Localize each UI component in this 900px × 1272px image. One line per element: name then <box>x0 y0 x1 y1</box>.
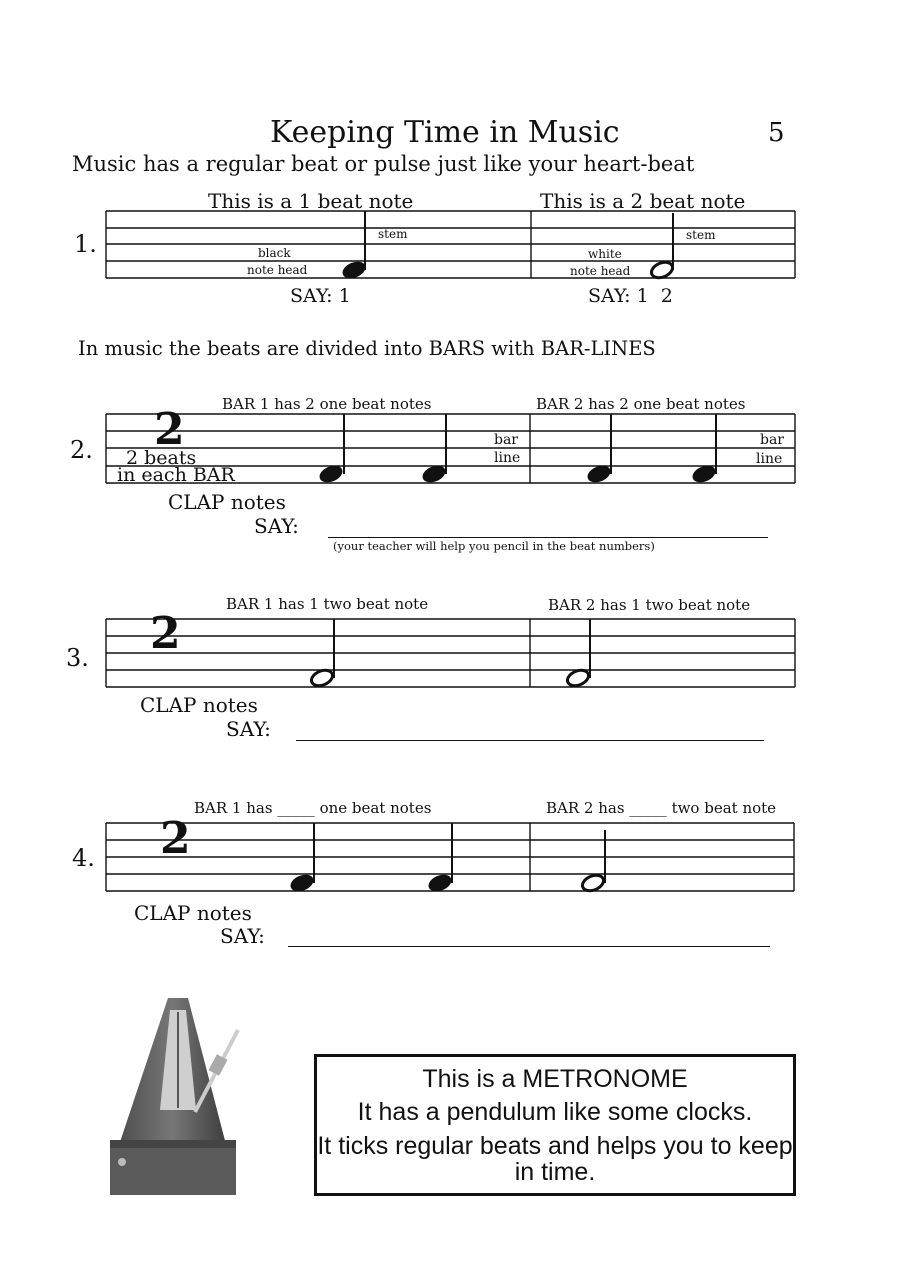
exercise-1-number: 1. <box>74 230 97 258</box>
page-title: Keeping Time in Music <box>270 115 620 150</box>
exercise-3-say: SAY: <box>226 717 271 741</box>
exercise-2-number: 2. <box>70 436 93 464</box>
exercise-1-left-caption: This is a 1 beat note <box>208 189 414 213</box>
exercise-2-bar2-caption: BAR 2 has 2 one beat notes <box>536 395 746 413</box>
exercise-3-bar2-caption: BAR 2 has 1 two beat note <box>548 596 751 614</box>
metronome-info-box <box>314 1054 796 1196</box>
stem-label-left: stem <box>378 227 408 241</box>
exercise-4-say: SAY: <box>220 924 265 948</box>
beats-label-line2: in each BAR <box>117 464 235 486</box>
exercise-3-clap: CLAP notes <box>140 693 258 717</box>
exercise-2-time-signature: 2 <box>154 404 185 455</box>
bar1-note-2 <box>426 823 454 894</box>
barline-label-line-2: line <box>756 451 783 467</box>
beats-label-line1: 2 beats <box>126 447 197 469</box>
exercise-4-clap: CLAP notes <box>134 901 252 925</box>
section-heading: In music the beats are divided into BARS with BAR-LINES <box>78 337 656 360</box>
teacher-note: (your teacher will help you pencil in the beat numbers) <box>333 539 655 553</box>
barline-label-line-1: line <box>494 450 521 466</box>
exercise-2-clap: CLAP notes <box>168 490 286 514</box>
exercise-3-bar1-caption: BAR 1 has 1 two beat note <box>226 595 429 613</box>
metronome-box-line3: It ticks regular beats and helps you to keep in time. <box>317 1132 793 1187</box>
stem-label-right: stem <box>686 228 716 242</box>
barline-label-bar-1: bar <box>494 432 519 448</box>
barline-label-bar-2: bar <box>760 432 785 448</box>
exercise-1-say-right: SAY: 1 2 <box>588 285 673 307</box>
exercise-4-answer-line[interactable] <box>288 946 770 947</box>
exercise-3-number: 3. <box>66 644 89 672</box>
exercise-4-bar1-caption: BAR 1 has _____ one beat notes <box>194 799 432 817</box>
note-head-label-left: note head <box>247 263 308 277</box>
bar1-note-1 <box>288 823 316 894</box>
metronome-box-line1: This is a METRONOME <box>422 1065 688 1093</box>
metronome-illustration <box>100 990 260 1205</box>
exercise-1-right-caption: This is a 2 beat note <box>540 189 746 213</box>
intro-text: Music has a regular beat or pulse just like your heart-beat <box>72 152 695 176</box>
exercise-4-time-signature: 2 <box>160 813 191 864</box>
page-number: 5 <box>768 118 785 148</box>
white-label: white <box>588 247 622 261</box>
note-head-label-right: note head <box>570 264 631 278</box>
metronome-box-line2: It has a pendulum like some clocks. <box>357 1098 753 1126</box>
black-label: black <box>258 246 291 260</box>
exercise-1-say-left: SAY: 1 <box>290 285 351 307</box>
exercise-2-say: SAY: <box>254 514 299 538</box>
exercise-2-bar1-caption: BAR 1 has 2 one beat notes <box>222 395 432 413</box>
exercise-4-number: 4. <box>72 844 95 872</box>
exercise-4-bar2-caption: BAR 2 has _____ two beat note <box>546 799 777 817</box>
exercise-3-time-signature: 2 <box>150 608 181 659</box>
